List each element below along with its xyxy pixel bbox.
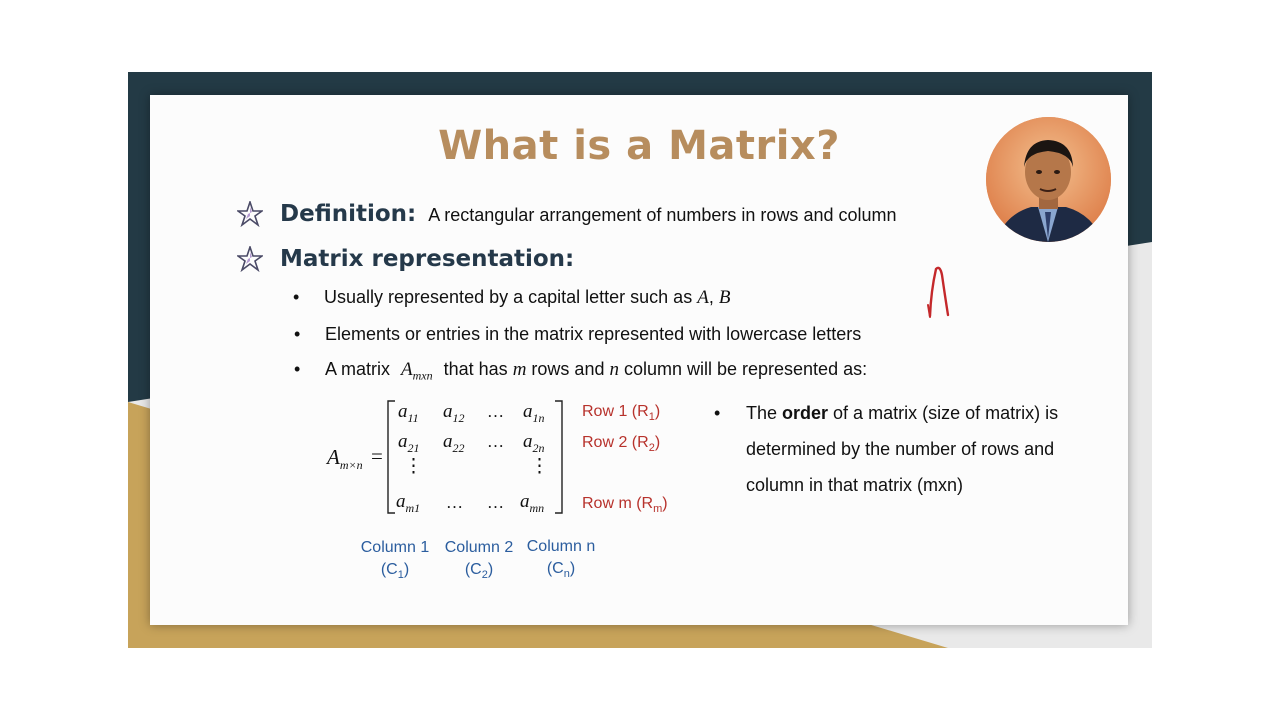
matrix-cell: $a_{m1}$ [396, 491, 421, 515]
matrix-cell: $a_{2n}$ [523, 431, 545, 455]
order-note: • The order of a matrix (size of matrix) is determined by the number of rows and column in that matrix (mxn) [746, 395, 1116, 503]
star-bullet-icon [237, 201, 263, 227]
bullet-math: m [512, 359, 527, 380]
matrix-dims: m×n [339, 458, 363, 473]
bullet-math-sub: mxn [412, 368, 433, 383]
representation-row [280, 246, 574, 272]
column-label: Column 1 $(C_1)$ [360, 539, 430, 582]
list-item [294, 359, 868, 384]
matrix-hdots: … [446, 493, 463, 512]
matrix-cell: $a_{22}$ [443, 431, 465, 455]
matrix-hdots: … [487, 432, 504, 451]
slide-frame [128, 72, 1152, 648]
bullet-text: Elements or entries in the matrix represented with lowercase letters [325, 324, 862, 344]
matrix-name: A [327, 445, 340, 469]
matrix-vdots: ⋮ [404, 456, 423, 477]
definition-label: Definition: [280, 201, 417, 227]
list-item [293, 287, 731, 309]
bullet-math: B [718, 287, 731, 308]
column-label: Column n $(C_n)$ [526, 538, 596, 581]
bullet-text: , [708, 287, 719, 307]
matrix-lhs [327, 445, 363, 473]
slide-card [150, 95, 1128, 625]
matrix-cell: $a_{mn}$ [520, 491, 545, 515]
matrix-vdots: ⋮ [530, 456, 549, 477]
bullet-text: rows and [526, 359, 610, 379]
representation-label: Matrix representation: [280, 246, 575, 272]
bullet-text: A matrix [325, 359, 396, 379]
bullet-dot: • [294, 359, 301, 379]
handwritten-annotation [920, 261, 960, 321]
bullet-math: A [697, 287, 709, 308]
row-label: Row 1 $(R_1)$ [582, 403, 661, 424]
bullet-math: n [609, 359, 619, 380]
bullet-text: column will be represented as: [618, 359, 868, 379]
bullet-dot: • [293, 287, 300, 307]
matrix-hdots: … [487, 402, 504, 421]
list-item [294, 324, 862, 345]
row-label: Row m $(R_m)$ [582, 495, 668, 516]
definition-row [280, 201, 897, 227]
bullet-dot: • [294, 324, 301, 344]
matrix-cell: $a_{12}$ [443, 401, 465, 425]
matrix-hdots: … [487, 493, 504, 512]
matrix-cell: $a_{11}$ [398, 401, 419, 425]
bullet-text: that has [438, 359, 513, 379]
star-bullet-icon [237, 246, 263, 272]
slide-title: What is a Matrix? [438, 123, 840, 169]
bullet-text: Usually represented by a capital letter such as [324, 287, 698, 307]
row-label: Row 2 $(R_2)$ [582, 434, 661, 455]
column-label: Column 2 $(C_2)$ [444, 539, 514, 582]
bullet-dot: • [714, 403, 721, 423]
matrix-cell: $a_{1n}$ [523, 401, 545, 425]
definition-text: A rectangular arrangement of numbers in rows and column [428, 205, 897, 225]
bullet-math: A [401, 359, 413, 380]
presenter-photo [986, 117, 1111, 242]
equals-sign: = [371, 444, 383, 468]
matrix-cell: $a_{21}$ [398, 431, 420, 455]
